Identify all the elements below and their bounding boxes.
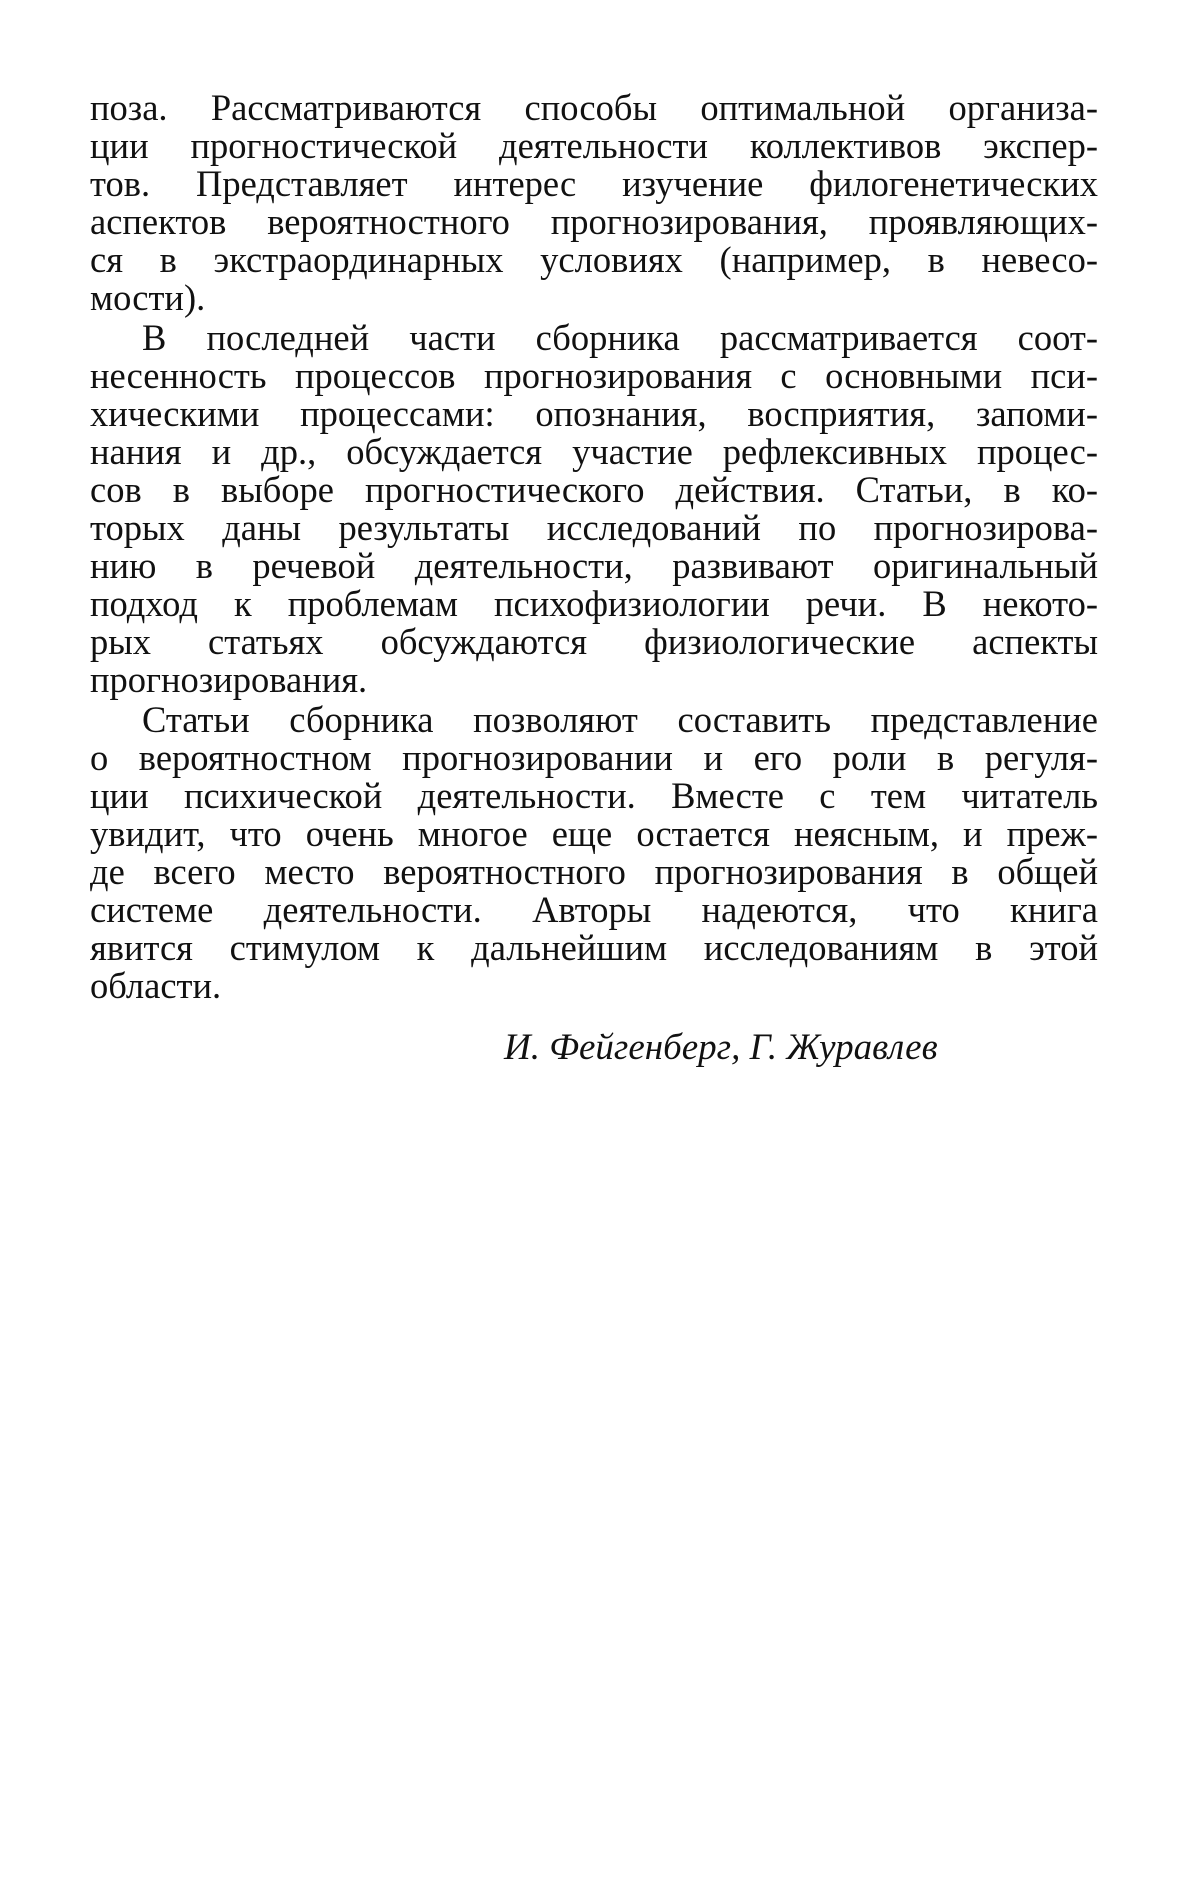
paragraph-1-line-6: мости).	[90, 277, 206, 318]
paragraph-2-line-6: торых даны результаты исследований по прогнозирова-	[90, 507, 1098, 548]
paragraph-2-line-3: хическими процессами: опознания, восприятия, запоми-	[90, 393, 1098, 434]
paragraph-2-line-1: В последней части сборника рассматривается соот-	[142, 317, 1098, 358]
paragraph-3-line-5: де всего место вероятностного прогнозирования в общей	[90, 851, 1098, 892]
paragraph-2-line-10: прогнозирования.	[90, 659, 368, 700]
author-signature: И. Фейгенберг, Г. Журавлев	[504, 1027, 938, 1068]
paragraph-1-line-3: тов. Представляет интерес изучение филогенетических	[90, 163, 1098, 204]
paragraph-1-line-2: ции прогностической деятельности коллективов экспер-	[90, 125, 1098, 166]
paragraph-3-line-6: системе деятельности. Авторы надеются, что книга	[90, 889, 1098, 930]
paragraph-2-line-5: сов в выборе прогностического действия. Статьи, в ко-	[90, 469, 1098, 510]
paragraph-1-line-4: аспектов вероятностного прогнозирования, проявляющих-	[90, 201, 1098, 242]
paragraph-3-line-7: явится стимулом к дальнейшим исследованиям в этой	[90, 927, 1098, 968]
paragraph-3-line-8: области.	[90, 965, 222, 1006]
paragraph-2-line-7: нию в речевой деятельности, развивают оригинальный	[90, 545, 1098, 586]
paragraph-3-line-3: ции психической деятельности. Вместе с тем читатель	[90, 775, 1098, 816]
paragraph-2-line-9: рых статьях обсуждаются физиологические аспекты	[90, 621, 1098, 662]
paragraph-2-line-2: несенность процессов прогнозирования с основными пси-	[90, 355, 1098, 396]
paragraph-1-line-1: поза. Рассматриваются способы оптимальной организа-	[90, 87, 1098, 128]
paragraph-3-line-4: увидит, что очень многое еще остается неясным, и преж-	[90, 813, 1098, 854]
paragraph-2-line-8: подход к проблемам психофизиологии речи. В некото-	[90, 583, 1098, 624]
paragraph-3-line-2: о вероятностном прогнозировании и его роли в регуля-	[90, 737, 1098, 778]
paragraph-2-line-4: нания и др., обсуждается участие рефлексивных процес-	[90, 431, 1098, 472]
paragraph-3-line-1: Статьи сборника позволяют составить представление	[142, 699, 1098, 740]
paragraph-1-line-5: ся в экстраординарных условиях (например, в невесо-	[90, 239, 1098, 280]
